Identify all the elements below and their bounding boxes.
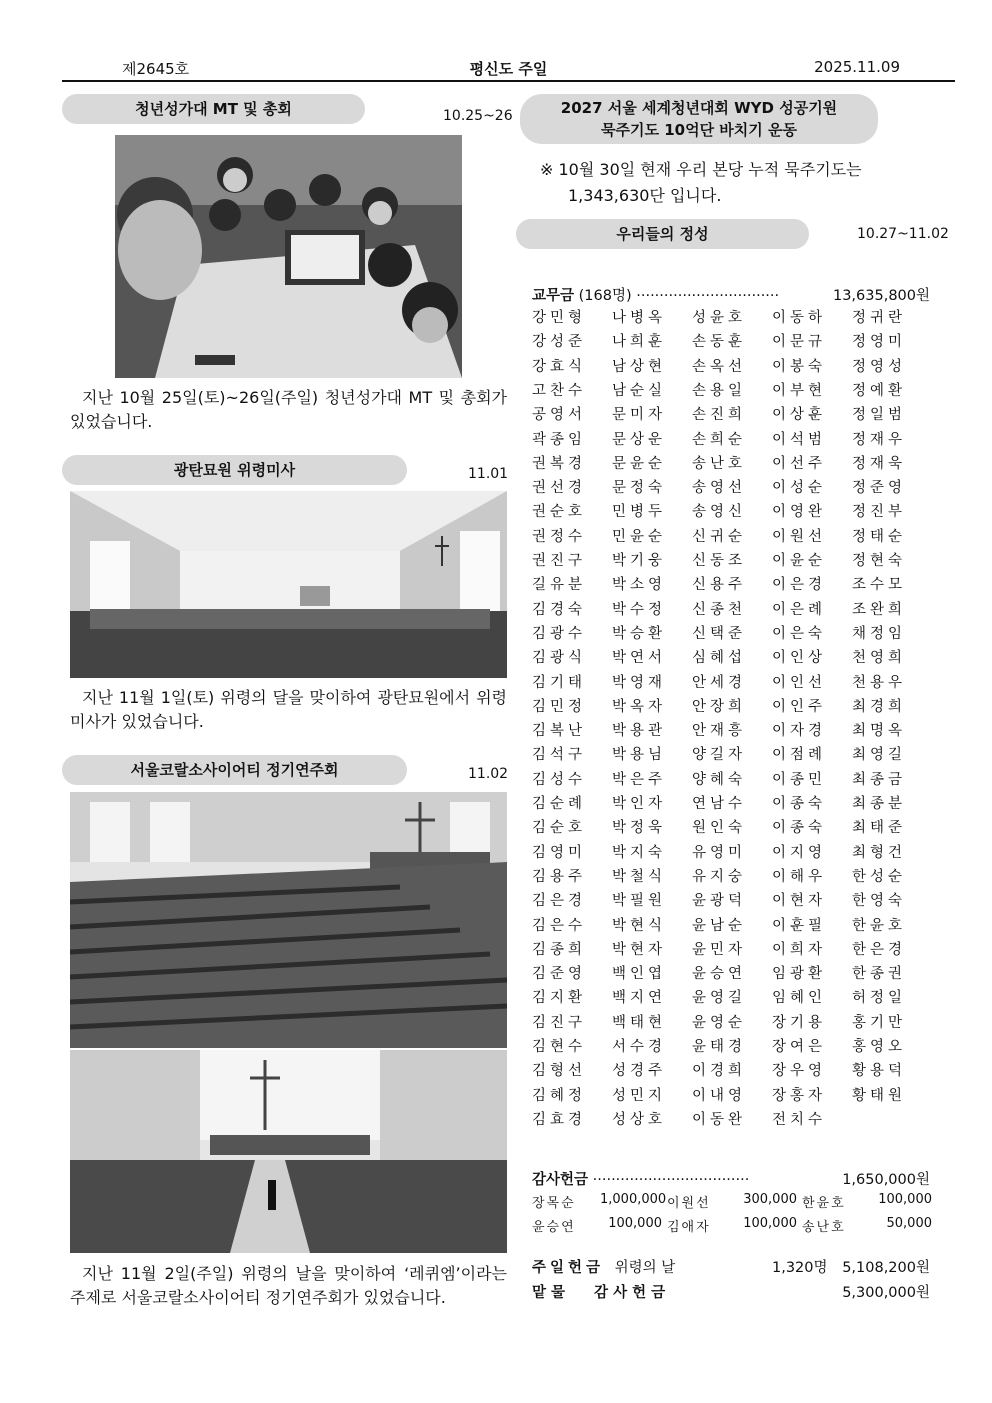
donor-name: 전치수	[772, 1111, 827, 1128]
kyomu-row	[532, 525, 930, 546]
section-title-memorial-mass: 광탄묘원 위령미사	[62, 455, 407, 485]
donor-name: 이자경	[772, 723, 827, 740]
donor-name: 이상훈	[772, 407, 827, 424]
donor-name: 이은숙	[772, 625, 827, 642]
donor-name: 김성수	[532, 771, 587, 788]
kyomu-row	[532, 816, 930, 837]
donor-name: 박연서	[612, 650, 667, 667]
donor-name: 박용님	[612, 747, 667, 764]
donor-name: 윤태경	[692, 1039, 747, 1055]
donor-name: 김광수	[532, 625, 587, 642]
donor-name: 공영서	[532, 407, 587, 424]
donor-name: 윤영순	[692, 1014, 747, 1031]
donor-name: 최경희	[852, 698, 907, 715]
donor-name: 천영희	[852, 650, 907, 667]
donor-name: 김은수	[532, 917, 587, 934]
donor-name: 김형선	[532, 1063, 587, 1080]
donor-name: 권정수	[532, 528, 587, 545]
donor-name: 김현수	[532, 1039, 587, 1055]
donor-name: 박현식	[612, 917, 667, 934]
thanks-donor-amount: 300,000	[743, 1192, 797, 1207]
youth-choir-photo	[115, 135, 462, 378]
donor-name: 김용주	[532, 868, 587, 885]
donor-name: 손동훈	[692, 334, 747, 351]
donor-name: 박현자	[612, 941, 667, 958]
donor-name: 한영숙	[852, 893, 907, 910]
donor-name: 이지영	[772, 844, 827, 861]
thanks-summary	[532, 1168, 930, 1189]
sunday-count: 1,320명	[772, 1260, 828, 1276]
sunday-offering	[532, 1256, 930, 1277]
donor-name: 이동완	[692, 1111, 747, 1128]
donor-name: 박영재	[612, 674, 667, 691]
donor-name: 이훈필	[772, 917, 827, 934]
thanks-donor-amount: 1,000,000	[600, 1192, 667, 1207]
donor-name: 손진희	[692, 407, 747, 424]
donor-name: 한윤호	[852, 917, 907, 934]
donor-name: 송난호	[692, 455, 747, 472]
donor-name: 문미자	[612, 407, 667, 424]
donor-name: 최태준	[852, 820, 907, 837]
donor-name: 이성순	[772, 480, 827, 497]
sunday-label: 주일헌금	[532, 1260, 605, 1276]
wyd-title-line1: 2027 서울 세계청년대회 WYD 성공기원	[560, 99, 838, 117]
donor-name: 신종천	[692, 601, 747, 618]
donor-name: 이봉숙	[772, 358, 827, 375]
kyomu-row	[532, 962, 930, 983]
kyomu-row	[532, 938, 930, 959]
kyomu-dots: ·······························	[636, 288, 780, 304]
donor-name: 김효경	[532, 1111, 587, 1128]
donor-name: 나병옥	[612, 310, 667, 326]
issue-date: 2025.11.09	[814, 58, 900, 76]
donor-name: 김영미	[532, 844, 587, 861]
donor-name: 길유분	[532, 577, 587, 594]
donor-name: 김순례	[532, 796, 587, 812]
donor-name: 정태순	[852, 528, 907, 545]
donor-name: 심혜섭	[692, 650, 747, 667]
donor-name: 최종분	[852, 796, 907, 812]
donor-name: 박소영	[612, 577, 667, 594]
thanks-donor-name: 김애자	[667, 1220, 711, 1235]
donor-name: 한성순	[852, 868, 907, 885]
donor-name: 성윤호	[692, 310, 747, 326]
concert-photo-1	[70, 792, 507, 1048]
donor-name: 정영성	[852, 358, 907, 375]
donor-name: 김광식	[532, 650, 587, 667]
malmul-label: 맡물 감사헌금	[532, 1285, 671, 1301]
donor-name: 최종금	[852, 771, 907, 788]
donor-name: 김복난	[532, 723, 587, 740]
donor-name: 신귀순	[692, 528, 747, 545]
donor-name: 김경숙	[532, 601, 587, 618]
donor-name: 정일범	[852, 407, 907, 424]
kyomu-row	[532, 379, 930, 400]
donor-name: 손희순	[692, 431, 747, 448]
donor-name: 한종권	[852, 966, 907, 983]
donor-name: 곽종임	[532, 431, 587, 448]
kyomu-row	[532, 792, 930, 813]
donor-name: 서수경	[612, 1039, 667, 1055]
kyomu-row	[532, 1059, 930, 1080]
donor-name: 정영미	[852, 334, 907, 351]
donor-name: 박수정	[612, 601, 667, 618]
section-date-concert: 11.02	[468, 766, 509, 782]
kyomu-row	[532, 573, 930, 594]
donor-name: 김진구	[532, 1014, 587, 1031]
sunday-amount: 5,108,200원	[842, 1260, 930, 1276]
donor-name: 원인숙	[692, 820, 747, 837]
donor-name: 민병두	[612, 504, 667, 521]
donor-name: 김기태	[532, 674, 587, 691]
kyomu-row	[532, 476, 930, 497]
kyomu-row	[532, 986, 930, 1007]
thanks-donor-amount: 100,000	[878, 1192, 932, 1207]
donor-name: 이종숙	[772, 796, 827, 812]
section-title-youth-choir: 청년성가대 MT 및 총회	[62, 94, 365, 124]
section-date-youth-choir: 10.25~26	[443, 108, 513, 124]
memorial-mass-photo	[70, 491, 507, 678]
kyomu-label: 교무금	[532, 288, 575, 304]
donor-name: 송영선	[692, 480, 747, 497]
donor-name: 장우영	[772, 1063, 827, 1080]
wyd-note-line2: 1,343,630단 입니다.	[568, 186, 722, 205]
kyomu-row	[532, 1108, 930, 1129]
donor-name: 채정임	[852, 625, 907, 642]
section-title-offering: 우리들의 정성	[516, 219, 809, 249]
donor-name: 강성준	[532, 334, 587, 351]
donor-name: 김석구	[532, 747, 587, 764]
donor-name: 이인상	[772, 650, 827, 667]
malmul-offering	[532, 1281, 930, 1302]
kyomu-row	[532, 549, 930, 570]
donor-name: 이원선	[772, 528, 827, 545]
donor-name: 임광환	[772, 966, 827, 983]
kyomu-row	[532, 646, 930, 667]
donor-name: 한은경	[852, 941, 907, 958]
donor-name: 김순호	[532, 820, 587, 837]
donor-name: 정진부	[852, 504, 907, 521]
donor-name: 권진구	[532, 553, 587, 569]
wyd-title-box	[520, 94, 878, 144]
kyomu-row	[532, 355, 930, 376]
donor-name: 이문규	[772, 334, 827, 351]
donor-name: 권선경	[532, 480, 587, 497]
kyomu-row	[532, 743, 930, 764]
thanks-donor-name: 윤승연	[532, 1220, 576, 1235]
wyd-note-line1: ※ 10월 30일 현재 우리 본당 누적 묵주기도는	[540, 160, 862, 179]
donor-name: 이내영	[692, 1087, 747, 1104]
donor-name: 장홍자	[772, 1087, 827, 1104]
kyomu-amount: 13,635,800원	[832, 288, 930, 304]
donor-name: 이희자	[772, 941, 827, 958]
thanks-donor-name: 송난호	[802, 1220, 846, 1235]
donor-name: 문윤순	[612, 455, 667, 472]
donor-name: 손옥선	[692, 358, 747, 375]
donor-name: 윤광덕	[692, 893, 747, 910]
donor-name: 안세경	[692, 674, 747, 691]
malmul-amount: 5,300,000원	[842, 1285, 930, 1301]
kyomu-row	[532, 889, 930, 910]
donor-name: 성상호	[612, 1111, 667, 1128]
section-date-memorial-mass: 11.01	[468, 466, 509, 482]
donor-name: 김준영	[532, 966, 587, 983]
donor-name: 이윤순	[772, 553, 827, 569]
donor-name: 황태원	[852, 1087, 907, 1104]
donor-name: 홍영오	[852, 1039, 907, 1055]
donor-name: 박정욱	[612, 820, 667, 837]
donor-name: 민윤순	[612, 528, 667, 545]
section-date-offering: 10.27~11.02	[857, 226, 949, 242]
kyomu-row	[532, 695, 930, 716]
donor-name: 백태현	[612, 1014, 667, 1031]
donor-name: 김종희	[532, 941, 587, 958]
youth-choir-caption: 지난 10월 25일(토)~26일(주일) 청년성가대 MT 및 총회가 있었습니다.	[70, 388, 507, 431]
donor-name: 정귀란	[852, 310, 907, 326]
donor-name: 윤민자	[692, 941, 747, 958]
donor-name: 강효식	[532, 358, 587, 375]
kyomu-row	[532, 500, 930, 521]
donor-name: 정예환	[852, 382, 907, 399]
donor-name: 양혜숙	[692, 771, 747, 788]
donor-name: 안장희	[692, 698, 747, 715]
donor-name: 신동조	[692, 553, 747, 569]
donor-name: 남순실	[612, 382, 667, 399]
kyomu-row	[532, 428, 930, 449]
kyomu-count: (168명)	[578, 288, 632, 304]
donor-name: 장여은	[772, 1039, 827, 1055]
wyd-title-line2: 묵주기도 10억단 바치기 운동	[601, 121, 797, 139]
page-title: 평신도 주일	[469, 60, 548, 78]
concert-caption: 지난 11월 2일(주일) 위령의 날을 맞이하여 ‘레퀴엠’이라는 주제로 서울코랄소사이어티 정기연주회가 있었습니다.	[70, 1264, 507, 1307]
donor-name: 이석범	[772, 431, 827, 448]
donor-name: 박은주	[612, 771, 667, 788]
donor-name: 이종민	[772, 771, 827, 788]
kyomu-row	[532, 671, 930, 692]
donor-name: 장기용	[772, 1014, 827, 1031]
donor-name: 천용우	[852, 674, 907, 691]
donor-name: 양길자	[692, 747, 747, 764]
donor-name: 윤남순	[692, 917, 747, 934]
donor-name: 남상현	[612, 358, 667, 375]
donor-name: 박옥자	[612, 698, 667, 715]
donor-name: 이해우	[772, 868, 827, 885]
donor-name: 권순호	[532, 504, 587, 521]
kyomu-row	[532, 768, 930, 789]
donor-name: 유영미	[692, 844, 747, 861]
donor-name: 정재욱	[852, 455, 907, 472]
donor-name: 황용덕	[852, 1063, 907, 1080]
thanks-donor-amount: 100,000	[608, 1216, 662, 1231]
section-title-concert: 서울코랄소사이어티 정기연주회	[62, 755, 407, 785]
kyomu-row	[532, 1035, 930, 1056]
thanks-donor-name: 이원선	[667, 1196, 711, 1211]
donor-name: 이경희	[692, 1063, 747, 1080]
thanks-label: 감사헌금	[532, 1172, 589, 1188]
donor-name: 이동하	[772, 310, 827, 326]
kyomu-row	[532, 403, 930, 424]
memorial-mass-caption: 지난 11월 1일(토) 위령의 달을 맞이하여 광탄묘원에서 위령미사가 있었습니다.	[70, 688, 507, 731]
kyomu-summary	[532, 284, 930, 305]
thanks-donor-name: 장목순	[532, 1196, 576, 1211]
donor-name: 고찬수	[532, 382, 587, 399]
thanks-amount: 1,650,000원	[842, 1172, 930, 1188]
donor-name: 송영신	[692, 504, 747, 521]
donor-name: 손용일	[692, 382, 747, 399]
donor-name: 김민정	[532, 698, 587, 715]
kyomu-row	[532, 719, 930, 740]
donor-name: 박용관	[612, 723, 667, 740]
donor-name: 박기웅	[612, 553, 667, 569]
donor-name: 성민지	[612, 1087, 667, 1104]
donor-name: 이인주	[772, 698, 827, 715]
donor-name: 이인선	[772, 674, 827, 691]
kyomu-row	[532, 330, 930, 351]
donor-name: 연남수	[692, 796, 747, 812]
sunday-desc: 위령의 날	[614, 1260, 676, 1276]
donor-name: 윤영길	[692, 990, 747, 1007]
kyomu-row	[532, 598, 930, 619]
donor-name: 조완희	[852, 601, 907, 618]
donor-name: 최영길	[852, 747, 907, 764]
page-header	[62, 58, 955, 82]
donor-name: 김지환	[532, 990, 587, 1007]
donor-name: 이현자	[772, 893, 827, 910]
kyomu-row	[532, 865, 930, 886]
donor-name: 문정숙	[612, 480, 667, 497]
donor-name: 홍기만	[852, 1014, 907, 1031]
donor-name: 김은경	[532, 893, 587, 910]
donor-name: 신택준	[692, 625, 747, 642]
donor-name: 이점례	[772, 747, 827, 764]
donor-name: 나희훈	[612, 334, 667, 351]
kyomu-row	[532, 914, 930, 935]
donor-name: 이은례	[772, 601, 827, 618]
thanks-dots: ··································	[592, 1172, 750, 1188]
donor-name: 이부현	[772, 382, 827, 399]
donor-name: 최형건	[852, 844, 907, 861]
donor-name: 정준영	[852, 480, 907, 497]
donor-name: 박승환	[612, 625, 667, 642]
donor-name: 김혜정	[532, 1087, 587, 1104]
donor-name: 박철식	[612, 868, 667, 885]
donor-name: 백인엽	[612, 966, 667, 983]
kyomu-row	[532, 1084, 930, 1105]
donor-name: 백지연	[612, 990, 667, 1007]
concert-photo-2	[70, 1050, 507, 1253]
donor-name: 최명옥	[852, 723, 907, 740]
thanks-donor-amount: 50,000	[886, 1216, 932, 1231]
thanks-donor-name: 한윤호	[802, 1196, 846, 1211]
donor-name: 권복경	[532, 455, 587, 472]
donor-name: 이은경	[772, 577, 827, 594]
donor-name: 이선주	[772, 455, 827, 472]
donor-name: 강민형	[532, 310, 587, 326]
kyomu-row	[532, 306, 930, 327]
kyomu-row	[532, 452, 930, 473]
kyomu-row	[532, 841, 930, 862]
donor-name: 박지숙	[612, 844, 667, 861]
thanks-donor-amount: 100,000	[743, 1216, 797, 1231]
kyomu-row	[532, 1011, 930, 1032]
donor-name: 이영완	[772, 504, 827, 521]
donor-name: 문상운	[612, 431, 667, 448]
kyomu-row	[532, 622, 930, 643]
issue-number: 제2645호	[122, 60, 190, 78]
donor-name: 조수모	[852, 577, 907, 594]
donor-name: 유지숭	[692, 868, 747, 885]
donor-name: 윤승연	[692, 966, 747, 983]
donor-name: 정재우	[852, 431, 907, 448]
donor-name: 신용주	[692, 577, 747, 594]
donor-name: 성경주	[612, 1063, 667, 1080]
donor-name: 허정일	[852, 990, 907, 1007]
donor-name: 정현숙	[852, 553, 907, 569]
donor-name: 안재흥	[692, 723, 747, 740]
donor-name: 이종숙	[772, 820, 827, 837]
donor-name: 박필원	[612, 893, 667, 910]
donor-name: 박인자	[612, 796, 667, 812]
donor-name: 임혜인	[772, 990, 827, 1007]
